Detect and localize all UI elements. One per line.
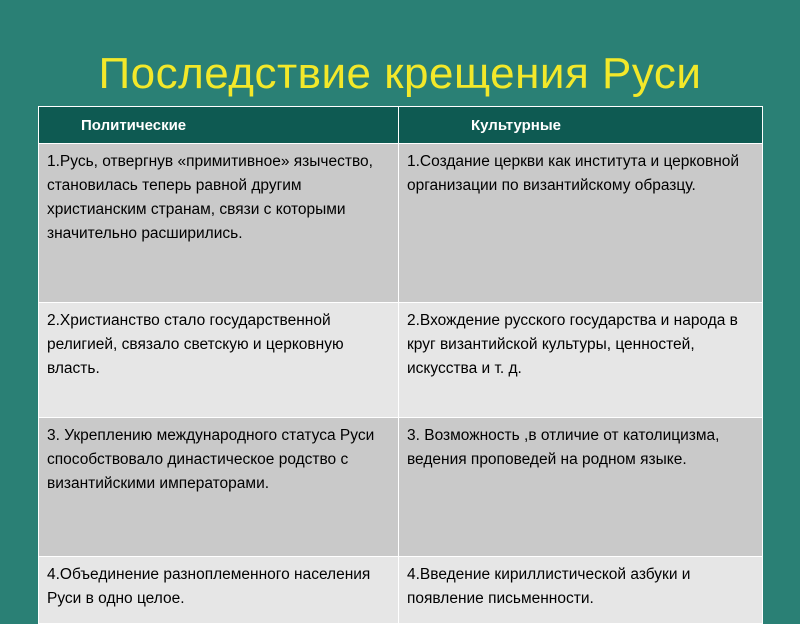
header-political: Политические <box>39 107 399 144</box>
table-row <box>39 418 763 557</box>
cultural-cell: 3. Возможность ,в отличие от католицизма, ведения проповедей на родном языке. <box>399 418 763 557</box>
table-row <box>39 557 763 624</box>
slide-title: Последствие крещения Руси <box>98 49 702 98</box>
political-cell: 3. Укреплению международного статуса Руси способствовало династическое родство с византийскими императорами. <box>39 418 399 557</box>
cultural-cell: 4.Введение кириллистической азбуки и появление письменности. <box>399 557 763 624</box>
header-cultural: Культурные <box>399 107 763 144</box>
cultural-cell: 2.Вхождение русского государства и народа в круг византийской культуры, ценностей, искусства и т. д. <box>399 303 763 418</box>
political-cell: 1.Русь, отвергнув «примитивное» язычество, становилась теперь равной другим христианским странам, связи с которыми значительно расширились. <box>39 144 399 303</box>
political-cell: 4.Объединение разноплеменного населения Руси в одно целое. <box>39 557 399 624</box>
cultural-cell: 1.Создание церкви как института и церковной организации по византийскому образцу. <box>399 144 763 303</box>
table-header-row <box>39 107 763 144</box>
table-row <box>39 303 763 418</box>
consequences-table <box>38 106 763 624</box>
table-row <box>39 144 763 303</box>
political-cell: 2.Христианство стало государственной религией, связало светскую и церковную власть. <box>39 303 399 418</box>
